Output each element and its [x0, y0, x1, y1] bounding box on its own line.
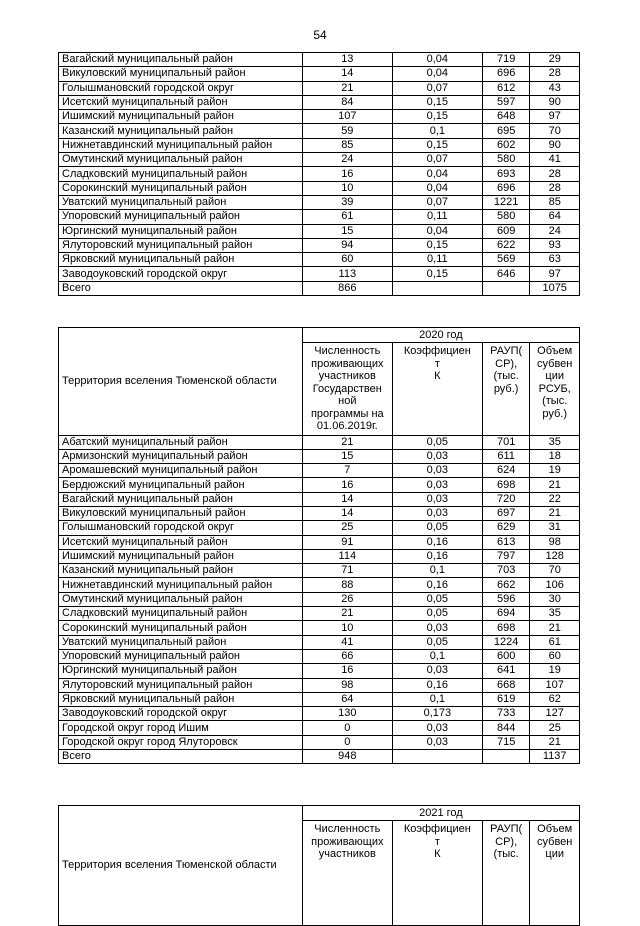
- coefficient-cell: 0,04: [392, 224, 482, 238]
- territory-cell: Исетский муниципальный район: [59, 535, 303, 549]
- territory-cell: Исетский муниципальный район: [59, 95, 303, 109]
- year-header: 2020 год: [302, 328, 579, 343]
- raup-cell: 629: [482, 521, 530, 535]
- subvention-cell: 24: [530, 224, 580, 238]
- coefficient-cell: 0,1: [392, 564, 482, 578]
- participants-cell: 85: [302, 138, 392, 152]
- coefficient-cell: 0,1: [392, 124, 482, 138]
- subvention-cell: 90: [530, 138, 580, 152]
- table-row: [59, 110, 580, 124]
- header-line: ции: [545, 370, 564, 382]
- table-row: [59, 535, 580, 549]
- raup-cell: 613: [482, 535, 530, 549]
- table-row: [59, 95, 580, 109]
- subvention-cell: 25: [530, 721, 580, 735]
- subvention-cell: 31: [530, 521, 580, 535]
- subvention-cell: 63: [530, 253, 580, 267]
- territory-cell: Упоровский муниципальный район: [59, 210, 303, 224]
- territory-cell: Голышмановский городской округ: [59, 521, 303, 535]
- coefficient-cell: 0,16: [392, 678, 482, 692]
- coefficient-cell: 0,04: [392, 67, 482, 81]
- raup-cell: 624: [482, 464, 530, 478]
- territory-cell: Ярковский муниципальный район: [59, 253, 303, 267]
- participants-cell: 16: [302, 167, 392, 181]
- subvention-cell: 60: [530, 649, 580, 663]
- participants-cell: 113: [302, 267, 392, 281]
- participants-cell: 64: [302, 692, 392, 706]
- table-2020: [58, 327, 580, 764]
- territory-cell: Уватский муниципальный район: [59, 635, 303, 649]
- coefficient-cell: 0,03: [392, 506, 482, 520]
- coefficient-cell: 0,11: [392, 210, 482, 224]
- subvention-cell: 21: [530, 478, 580, 492]
- table-row: [59, 592, 580, 606]
- header-line: субвен: [537, 357, 573, 370]
- table-row: [59, 124, 580, 138]
- participants-cell: 948: [302, 750, 392, 764]
- territory-cell: Сладковский муниципальный район: [59, 607, 303, 621]
- table-row: [59, 506, 580, 520]
- raup-cell: 844: [482, 721, 530, 735]
- table-row: [59, 549, 580, 563]
- header-line: Объем: [537, 345, 573, 357]
- header-line: т: [434, 835, 440, 848]
- table-row: [59, 664, 580, 678]
- participants-cell: 41: [302, 635, 392, 649]
- participants-cell: 0: [302, 735, 392, 749]
- header-line: Коэффициен: [403, 823, 471, 835]
- raup-cell: 697: [482, 506, 530, 520]
- coefficient-cell: 0,1: [392, 649, 482, 663]
- participants-cell: 14: [302, 506, 392, 520]
- participants-cell: 84: [302, 95, 392, 109]
- coefficient-cell: 0,05: [392, 635, 482, 649]
- table-row: [59, 464, 580, 478]
- coefficient-cell: 0,03: [392, 492, 482, 506]
- raup-cell: 668: [482, 678, 530, 692]
- subvention-cell: 29: [530, 53, 580, 67]
- header-line: участников: [318, 370, 376, 382]
- subvention-cell: 1137: [530, 750, 580, 764]
- coefficient-cell: 0,03: [392, 449, 482, 463]
- header-line: Коэффициен: [403, 345, 471, 357]
- header-line: Численность: [314, 345, 381, 357]
- coefficient-cell: 0,03: [392, 664, 482, 678]
- participants-cell: 10: [302, 181, 392, 195]
- territory-cell: Ярковский муниципальный район: [59, 692, 303, 706]
- header-line: участников: [318, 848, 376, 860]
- raup-cell: 696: [482, 181, 530, 195]
- participants-cell: 91: [302, 535, 392, 549]
- territory-cell: Ялуторовский муниципальный район: [59, 678, 303, 692]
- raup-cell: 698: [482, 478, 530, 492]
- participants-cell: 15: [302, 449, 392, 463]
- subvention-cell: 1075: [530, 281, 580, 295]
- page-number: 54: [313, 28, 327, 42]
- territory-cell: Армизонский муниципальный район: [59, 449, 303, 463]
- territory-cell: Вагайский муниципальный район: [59, 53, 303, 67]
- raup-cell: 696: [482, 67, 530, 81]
- participants-cell: 71: [302, 564, 392, 578]
- coefficient-cell: [392, 750, 482, 764]
- coefficient-cell: 0,16: [392, 578, 482, 592]
- coefficient-cell: 0,15: [392, 138, 482, 152]
- participants-cell: 26: [302, 592, 392, 606]
- coefficient-cell: 0,05: [392, 607, 482, 621]
- raup-cell: 698: [482, 621, 530, 635]
- coefficient-cell: 0,03: [392, 464, 482, 478]
- subvention-cell: 70: [530, 564, 580, 578]
- subvention-cell: 128: [530, 549, 580, 563]
- coefficient-header: [392, 821, 482, 926]
- subvention-cell: 107: [530, 678, 580, 692]
- subvention-cell: 21: [530, 506, 580, 520]
- territory-cell: Сорокинский муниципальный район: [59, 181, 303, 195]
- territory-cell: Городской округ город Ишим: [59, 721, 303, 735]
- participants-cell: 24: [302, 153, 392, 167]
- table-row: [59, 578, 580, 592]
- subvention-cell: 64: [530, 210, 580, 224]
- territory-cell: Юргинский муниципальный район: [59, 664, 303, 678]
- header-line: Объем: [537, 823, 573, 835]
- territory-cell: Казанский муниципальный район: [59, 564, 303, 578]
- table-row: [59, 750, 580, 764]
- raup-cell: 569: [482, 253, 530, 267]
- participants-cell: 88: [302, 578, 392, 592]
- header-line: (тыс.: [542, 395, 568, 407]
- coefficient-cell: 0,07: [392, 153, 482, 167]
- territory-cell: Всего: [59, 281, 303, 295]
- subvention-cell: 127: [530, 707, 580, 721]
- participants-cell: 98: [302, 678, 392, 692]
- subvention-cell: 21: [530, 621, 580, 635]
- coefficient-cell: 0,07: [392, 81, 482, 95]
- table-row: [59, 607, 580, 621]
- table-row: [59, 53, 580, 67]
- coefficient-cell: 0,15: [392, 110, 482, 124]
- header-line: (тыс.: [493, 370, 519, 382]
- raup-cell: 580: [482, 210, 530, 224]
- raup-cell: 646: [482, 267, 530, 281]
- header-line: 01.06.2019г.: [316, 420, 378, 432]
- participants-cell: 130: [302, 707, 392, 721]
- raup-cell: 619: [482, 692, 530, 706]
- subvention-cell: 21: [530, 735, 580, 749]
- header-line: проживающих: [311, 357, 384, 370]
- raup-cell: [482, 750, 530, 764]
- coefficient-cell: 0,03: [392, 735, 482, 749]
- participants-cell: 16: [302, 664, 392, 678]
- table-row: [59, 81, 580, 95]
- raup-cell: 797: [482, 549, 530, 563]
- year-header: 2021 год: [302, 806, 579, 821]
- coefficient-cell: 0,05: [392, 435, 482, 449]
- subvention-cell: 35: [530, 607, 580, 621]
- subvention-header: [530, 343, 580, 436]
- header-line: Численность: [314, 823, 381, 835]
- raup-cell: 1224: [482, 635, 530, 649]
- coefficient-cell: 0,11: [392, 253, 482, 267]
- header-line: СР),: [495, 357, 518, 370]
- raup-cell: 596: [482, 592, 530, 606]
- territory-cell: Ишимский муниципальный район: [59, 110, 303, 124]
- header-line: К: [434, 848, 441, 860]
- coefficient-cell: 0,16: [392, 535, 482, 549]
- raup-cell: 597: [482, 95, 530, 109]
- participants-cell: 39: [302, 195, 392, 209]
- table-row: [59, 267, 580, 281]
- header-line: программы на: [310, 407, 384, 420]
- coefficient-header: [392, 343, 482, 436]
- coefficient-cell: 0,15: [392, 267, 482, 281]
- table-row: [59, 167, 580, 181]
- subvention-cell: 35: [530, 435, 580, 449]
- subvention-header: [530, 821, 580, 926]
- territory-cell: Юргинский муниципальный район: [59, 224, 303, 238]
- territory-header: Территория вселения Тюменской области: [59, 328, 303, 436]
- header-line: (тыс.: [493, 848, 519, 860]
- participants-cell: 14: [302, 492, 392, 506]
- participants-cell: 21: [302, 81, 392, 95]
- raup-cell: 648: [482, 110, 530, 124]
- participants-cell: 21: [302, 607, 392, 621]
- table-2021: [58, 805, 580, 926]
- coefficient-cell: 0,15: [392, 238, 482, 252]
- territory-cell: Ялуторовский муниципальный район: [59, 238, 303, 252]
- header-line: т: [434, 357, 440, 370]
- table-row: [59, 492, 580, 506]
- participants-cell: 94: [302, 238, 392, 252]
- participants-cell: 15: [302, 224, 392, 238]
- table-row: [59, 564, 580, 578]
- header-line: руб.): [542, 407, 568, 420]
- table-row: [59, 735, 580, 749]
- table-2019-continuation: [58, 52, 580, 296]
- participants-cell: 25: [302, 521, 392, 535]
- territory-cell: Абатский муниципальный район: [59, 435, 303, 449]
- table-row: [59, 621, 580, 635]
- participants-cell: 13: [302, 53, 392, 67]
- raup-cell: 703: [482, 564, 530, 578]
- raup-cell: 694: [482, 607, 530, 621]
- participants-cell: 107: [302, 110, 392, 124]
- participants-cell: 21: [302, 435, 392, 449]
- coefficient-cell: 0,03: [392, 721, 482, 735]
- subvention-cell: 41: [530, 153, 580, 167]
- table-row: [59, 253, 580, 267]
- territory-cell: Нижнетавдинский муниципальный район: [59, 578, 303, 592]
- coefficient-cell: 0,05: [392, 521, 482, 535]
- table-row: [59, 210, 580, 224]
- territory-cell: Сорокинский муниципальный район: [59, 621, 303, 635]
- table-row: [59, 181, 580, 195]
- raup-cell: [482, 281, 530, 295]
- subvention-cell: 19: [530, 664, 580, 678]
- territory-cell: Вагайский муниципальный район: [59, 492, 303, 506]
- territory-cell: Уватский муниципальный район: [59, 195, 303, 209]
- participants-cell: 0: [302, 721, 392, 735]
- participants-cell: 14: [302, 67, 392, 81]
- subvention-cell: 97: [530, 267, 580, 281]
- subvention-cell: 98: [530, 535, 580, 549]
- table-row: [59, 707, 580, 721]
- territory-cell: Аромашевский муниципальный район: [59, 464, 303, 478]
- subvention-cell: 30: [530, 592, 580, 606]
- subvention-cell: 43: [530, 81, 580, 95]
- coefficient-cell: 0,07: [392, 195, 482, 209]
- territory-cell: Голышмановский городской округ: [59, 81, 303, 95]
- raup-cell: 701: [482, 435, 530, 449]
- territory-cell: Заводоуковский городской округ: [59, 707, 303, 721]
- territory-cell: Омутинский муниципальный район: [59, 592, 303, 606]
- subvention-cell: 97: [530, 110, 580, 124]
- raup-cell: 609: [482, 224, 530, 238]
- header-line: РАУП(: [490, 823, 523, 835]
- participants-cell: 66: [302, 649, 392, 663]
- coefficient-cell: 0,03: [392, 621, 482, 635]
- coefficient-cell: 0,04: [392, 53, 482, 67]
- territory-cell: Бердюжский муниципальный район: [59, 478, 303, 492]
- table-row: [59, 478, 580, 492]
- raup-cell: 602: [482, 138, 530, 152]
- header-line: К: [434, 370, 441, 382]
- raup-cell: 695: [482, 124, 530, 138]
- participants-header: [302, 343, 392, 436]
- subvention-cell: 28: [530, 67, 580, 81]
- subvention-cell: 93: [530, 238, 580, 252]
- coefficient-cell: 0,1: [392, 692, 482, 706]
- raup-cell: 580: [482, 153, 530, 167]
- raup-cell: 733: [482, 707, 530, 721]
- territory-cell: Сладковский муниципальный район: [59, 167, 303, 181]
- table-row: [59, 435, 580, 449]
- raup-cell: 612: [482, 81, 530, 95]
- participants-cell: 16: [302, 478, 392, 492]
- raup-cell: 720: [482, 492, 530, 506]
- raup-header: [482, 821, 530, 926]
- participants-cell: 114: [302, 549, 392, 563]
- table-row: [59, 238, 580, 252]
- territory-cell: Казанский муниципальный район: [59, 124, 303, 138]
- subvention-cell: 85: [530, 195, 580, 209]
- table-row: [59, 521, 580, 535]
- table-row: [59, 281, 580, 295]
- raup-cell: 641: [482, 664, 530, 678]
- table-row: [59, 678, 580, 692]
- territory-cell: Всего: [59, 750, 303, 764]
- header-line: руб.): [493, 382, 519, 395]
- coefficient-cell: 0,05: [392, 592, 482, 606]
- subvention-cell: 106: [530, 578, 580, 592]
- raup-cell: 611: [482, 449, 530, 463]
- table-row: [59, 692, 580, 706]
- header-line: ции: [545, 848, 564, 860]
- territory-cell: Викуловский муниципальный район: [59, 67, 303, 81]
- header-line: РСУБ,: [538, 382, 571, 395]
- territory-cell: Заводоуковский городской округ: [59, 267, 303, 281]
- raup-cell: 1221: [482, 195, 530, 209]
- table-row: [59, 649, 580, 663]
- participants-cell: 7: [302, 464, 392, 478]
- subvention-cell: 28: [530, 181, 580, 195]
- participants-header: [302, 821, 392, 926]
- participants-cell: 10: [302, 621, 392, 635]
- raup-cell: 693: [482, 167, 530, 181]
- subvention-cell: 62: [530, 692, 580, 706]
- header-line: ной: [338, 395, 357, 407]
- territory-cell: Упоровский муниципальный район: [59, 649, 303, 663]
- table-row: [59, 449, 580, 463]
- table-row: [59, 153, 580, 167]
- raup-cell: 662: [482, 578, 530, 592]
- participants-cell: 60: [302, 253, 392, 267]
- table-row: [59, 224, 580, 238]
- raup-cell: 600: [482, 649, 530, 663]
- table-row: [59, 138, 580, 152]
- territory-cell: Викуловский муниципальный район: [59, 506, 303, 520]
- territory-cell: Ишимский муниципальный район: [59, 549, 303, 563]
- coefficient-cell: 0,15: [392, 95, 482, 109]
- header-line: РАУП(: [490, 345, 523, 357]
- subvention-cell: 28: [530, 167, 580, 181]
- territory-cell: Нижнетавдинский муниципальный район: [59, 138, 303, 152]
- territory-header: Территория вселения Тюменской области: [59, 806, 303, 926]
- subvention-cell: 22: [530, 492, 580, 506]
- raup-header: [482, 343, 530, 436]
- subvention-cell: 90: [530, 95, 580, 109]
- table-row: [59, 67, 580, 81]
- territory-cell: Омутинский муниципальный район: [59, 153, 303, 167]
- table-row: [59, 195, 580, 209]
- subvention-cell: 19: [530, 464, 580, 478]
- coefficient-cell: [392, 281, 482, 295]
- coefficient-cell: 0,16: [392, 549, 482, 563]
- coefficient-cell: 0,04: [392, 181, 482, 195]
- subvention-cell: 18: [530, 449, 580, 463]
- coefficient-cell: 0,03: [392, 478, 482, 492]
- participants-cell: 61: [302, 210, 392, 224]
- raup-cell: 719: [482, 53, 530, 67]
- table-row: [59, 721, 580, 735]
- header-line: СР),: [495, 835, 518, 848]
- territory-cell: Городской округ город Ялуторовск: [59, 735, 303, 749]
- raup-cell: 622: [482, 238, 530, 252]
- subvention-cell: 61: [530, 635, 580, 649]
- coefficient-cell: 0,04: [392, 167, 482, 181]
- header-line: субвен: [537, 835, 573, 848]
- raup-cell: 715: [482, 735, 530, 749]
- table-row: [59, 635, 580, 649]
- header-line: Государствен: [312, 382, 382, 395]
- header-line: проживающих: [311, 835, 384, 848]
- coefficient-cell: 0,173: [392, 707, 482, 721]
- participants-cell: 866: [302, 281, 392, 295]
- subvention-cell: 70: [530, 124, 580, 138]
- participants-cell: 59: [302, 124, 392, 138]
